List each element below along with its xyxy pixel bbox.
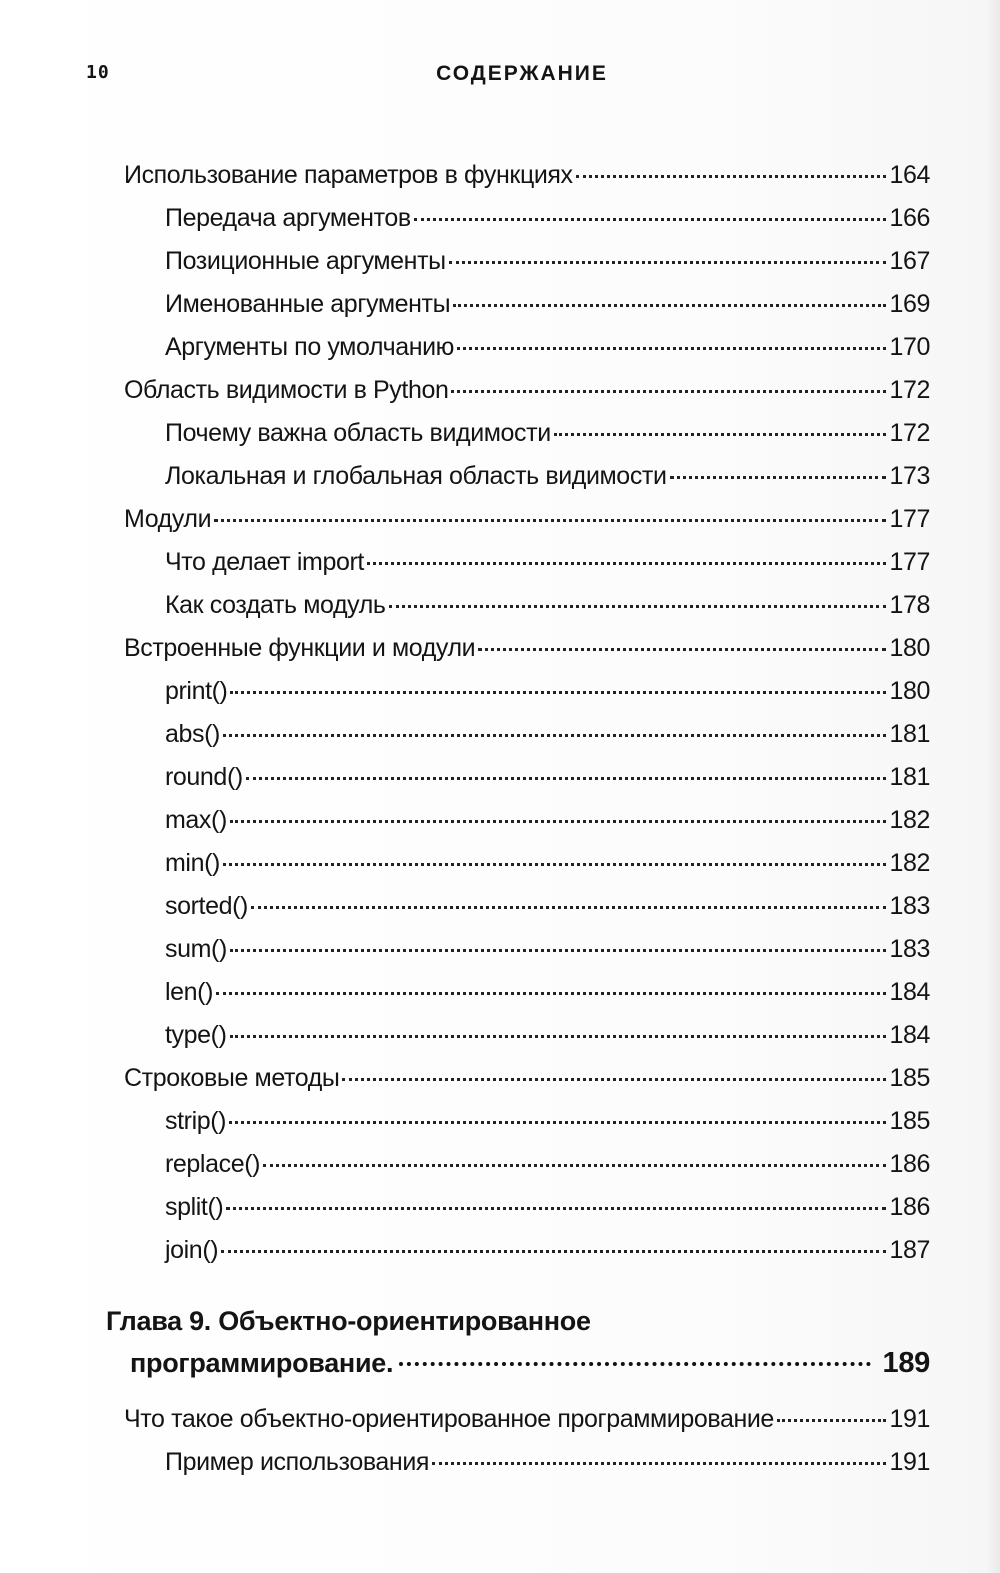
toc-section-entry [124, 158, 930, 201]
dot-leader [342, 1078, 886, 1081]
dot-leader [453, 304, 886, 307]
toc-entry-title: sum() [165, 935, 227, 963]
dot-leader [457, 347, 886, 350]
dot-leader [230, 949, 887, 952]
toc-subsection-entry [165, 588, 930, 631]
toc-subsection-entry [165, 717, 930, 760]
dot-leader [449, 261, 887, 264]
toc-entry-title: Позиционные аргументы [165, 247, 446, 275]
toc-entry-page-number: 177 [889, 548, 930, 576]
dot-leader [230, 1035, 887, 1038]
toc-subsection-entry [165, 1018, 930, 1061]
toc-entry-page-number: 185 [889, 1107, 930, 1135]
toc-entry-page-number: 185 [889, 1064, 930, 1092]
toc-entry-title: Почему важна область видимости [165, 419, 551, 447]
toc-subsection-entry [165, 803, 930, 846]
toc-entry-title: Строковые методы [124, 1064, 340, 1092]
toc-entry-page-number: 181 [889, 720, 930, 748]
dot-leader [389, 605, 887, 608]
toc-entry-page-number: 173 [889, 462, 930, 490]
toc-subsection-entry [165, 416, 930, 459]
dot-leader [251, 906, 887, 909]
toc-entry-page-number: 172 [889, 419, 930, 447]
toc-subsection-entry [165, 846, 930, 889]
toc-entry-page-number: 166 [889, 204, 930, 232]
page-edge-shadow [986, 0, 1000, 1573]
toc-entry-title: Использование параметров в функциях [124, 161, 573, 189]
chapter-title-row [106, 1342, 930, 1384]
dot-leader [432, 1462, 886, 1465]
page-header [0, 62, 1000, 92]
dot-leader [478, 648, 886, 651]
dot-leader [229, 1121, 886, 1124]
toc-entry-title: Именованные аргументы [165, 290, 451, 318]
toc-entry-title: Встроенные функции и модули [124, 634, 476, 662]
dot-leader [216, 992, 886, 995]
toc-entry-title: sorted() [165, 892, 248, 920]
toc-entry-page-number: 169 [889, 290, 930, 318]
dot-leader [223, 863, 887, 866]
dot-leader [399, 1362, 870, 1366]
toc-entry-title: min() [165, 849, 220, 877]
toc-subsection-entry [165, 760, 930, 803]
toc-entry-page-number: 184 [889, 978, 930, 1006]
toc-entry-title: join() [165, 1236, 219, 1264]
toc-entry-page-number: 177 [889, 505, 930, 533]
toc-subsection-entry [165, 1233, 930, 1276]
dot-leader [670, 476, 887, 479]
toc-subsection-entry [165, 674, 930, 717]
toc-subsection-entry [165, 459, 930, 502]
toc-subsection-entry [165, 1445, 930, 1488]
toc-entry-title: Модули [124, 505, 212, 533]
toc-entry-page-number: 183 [889, 935, 930, 963]
toc-entry-title: Что такое объектно-ориентированное программирование [124, 1405, 774, 1433]
toc-entry-page-number: 181 [889, 763, 930, 791]
dot-leader [226, 1207, 886, 1210]
toc-entry-page-number: 170 [889, 333, 930, 361]
toc-entry-page-number: 183 [889, 892, 930, 920]
toc-entry-page-number: 191 [889, 1448, 930, 1476]
toc-entry-title: len() [165, 978, 214, 1006]
toc-section-entry [124, 373, 930, 416]
toc-entry-page-number: 180 [889, 634, 930, 662]
dot-leader [221, 1250, 886, 1253]
toc-entry-page-number: 167 [889, 247, 930, 275]
toc-subsection-entry [165, 545, 930, 588]
toc-subsection-entry [165, 201, 930, 244]
chapter-title-line1: Глава 9. Объектно-ориентированное [106, 1306, 591, 1336]
running-title: СОДЕРЖАНИЕ [436, 62, 608, 85]
toc-subsection-entry [165, 1104, 930, 1147]
dot-leader [554, 433, 887, 436]
toc-entry-title: Область видимости в Python [124, 376, 449, 404]
toc-entry-title: round() [165, 763, 243, 791]
toc-entry-title: max() [165, 806, 227, 834]
toc-entry-title: Что делает import [165, 548, 364, 576]
toc-entry-page-number: 186 [889, 1150, 930, 1178]
toc-entry-title: Аргументы по умолчанию [165, 333, 455, 361]
toc-subsection-entry [165, 932, 930, 975]
toc-entry-page-number: 187 [889, 1236, 930, 1264]
toc-subsection-entry [165, 1190, 930, 1233]
toc-entry-page-number: 191 [889, 1405, 930, 1433]
toc-entry-title: abs() [165, 720, 220, 748]
toc-entry-page-number: 182 [889, 849, 930, 877]
toc-entry-page-number: 172 [889, 376, 930, 404]
toc-subsection-entry [165, 244, 930, 287]
toc-entry-page-number: 186 [889, 1193, 930, 1221]
toc-entry-title: Пример использования [165, 1448, 430, 1476]
toc-subsection-entry [165, 889, 930, 932]
toc-entry-title: replace() [165, 1150, 261, 1178]
dot-leader [451, 390, 886, 393]
toc-entry-title: print() [165, 677, 228, 705]
toc-entry-title: Локальная и глобальная область видимости [165, 462, 667, 490]
toc-subsection-entry [165, 330, 930, 373]
chapter-title-line2: программирование. [130, 1348, 394, 1378]
toc-section-entry [124, 1061, 930, 1104]
dot-leader [263, 1164, 886, 1167]
dot-leader [367, 562, 887, 565]
toc-section-entry [124, 502, 930, 545]
toc-entry-title: strip() [165, 1107, 227, 1135]
toc-subsection-entry [165, 975, 930, 1018]
dot-leader [414, 218, 887, 221]
toc-subsection-entry [165, 287, 930, 330]
toc-entry-page-number: 184 [889, 1021, 930, 1049]
chapter-page-number: 189 [882, 1347, 930, 1379]
toc-entry-title: Как создать модуль [165, 591, 386, 619]
toc-subsection-entry [165, 1147, 930, 1190]
toc-entry-title: split() [165, 1193, 224, 1221]
toc-entry-title: Передача аргументов [165, 204, 411, 232]
dot-leader [246, 777, 887, 780]
dot-leader [230, 820, 887, 823]
toc-section-entry [124, 631, 930, 674]
toc-entry-page-number: 178 [889, 591, 930, 619]
toc-section-entry [124, 1402, 930, 1445]
dot-leader [230, 691, 886, 694]
dot-leader [777, 1419, 887, 1422]
toc-entry-title: type() [165, 1021, 227, 1049]
dot-leader [214, 519, 886, 522]
page-number: 10 [86, 62, 110, 83]
dot-leader [223, 734, 887, 737]
dot-leader [576, 175, 887, 178]
toc-entry-page-number: 164 [889, 161, 930, 189]
toc-entry-page-number: 182 [889, 806, 930, 834]
chapter-heading [106, 1300, 930, 1384]
toc-entry-page-number: 180 [889, 677, 930, 705]
